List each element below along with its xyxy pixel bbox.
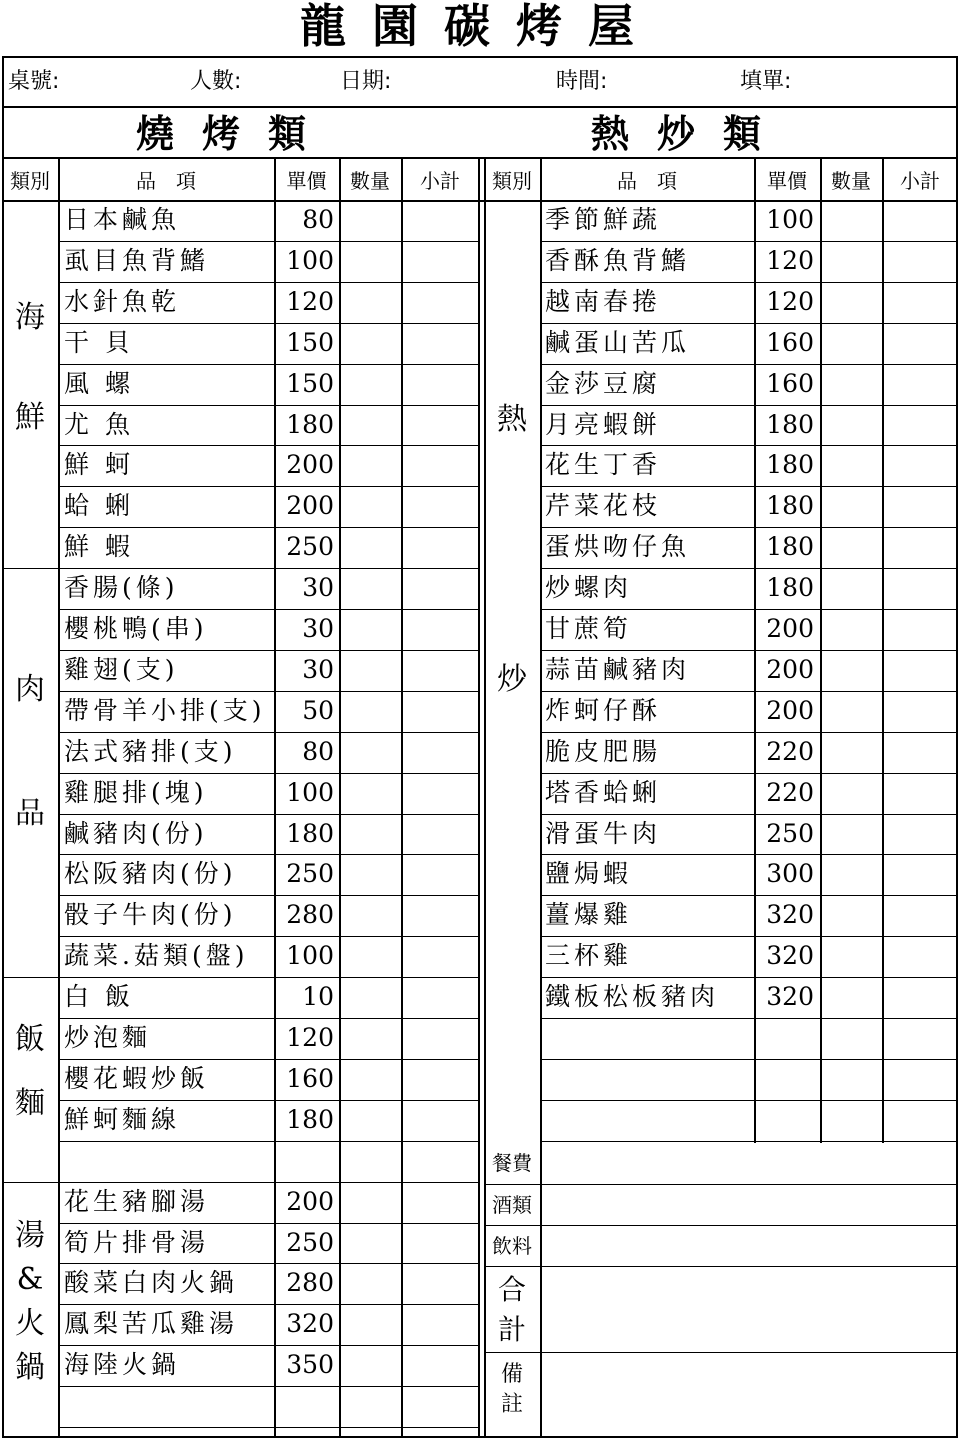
grill-item-name: 帶骨羊小排(支)	[64, 696, 266, 725]
stirfry-item-price: 160	[766, 369, 814, 398]
grill-item-name: 干 貝	[64, 328, 134, 357]
grill-item-name: 虱目魚背鰭	[64, 246, 210, 275]
grill-item-price: 160	[286, 1064, 334, 1093]
grill-item-name	[64, 1141, 272, 1181]
right-qty-header: 數量	[831, 169, 871, 193]
grid-line	[540, 1141, 958, 1142]
drinks-label: 飲料	[492, 1234, 532, 1258]
stirfry-item-price: 320	[766, 900, 814, 929]
grid-line	[401, 157, 403, 1436]
stirfry-item-name: 炒螺肉	[545, 573, 633, 602]
grill-item-name: 酸菜白肉火鍋	[64, 1268, 239, 1297]
grill-item-name: 筍片排骨湯	[64, 1228, 210, 1257]
stirfry-item-price	[756, 1100, 814, 1140]
stirfry-item-price: 120	[766, 287, 814, 316]
category-stirfry-char-1: 熱	[497, 402, 527, 437]
grill-item-price: 280	[286, 1268, 334, 1297]
grill-item-price: 30	[302, 614, 334, 643]
grid-line	[484, 1225, 958, 1226]
stirfry-item-price: 220	[766, 778, 814, 807]
stirfry-item-price: 180	[766, 532, 814, 561]
category-rice-char: 飯	[15, 1022, 45, 1057]
stirfry-item-price	[756, 1018, 814, 1058]
stirfry-section-title: 熱炒類	[590, 111, 789, 156]
grill-item-name: 水針魚乾	[64, 287, 181, 316]
category-soup-char-4: 鍋	[15, 1350, 45, 1385]
grill-item-name: 花生豬腳湯	[64, 1187, 210, 1216]
grill-item-price: 10	[302, 982, 334, 1011]
stirfry-item-price: 200	[766, 696, 814, 725]
stirfry-item-name: 三杯雞	[545, 941, 633, 970]
grill-item-name: 香腸(條)	[64, 573, 179, 602]
grill-item-price: 30	[302, 655, 334, 684]
grid-line	[339, 157, 341, 1436]
grill-item-name: 鮮蚵麵線	[64, 1105, 181, 1134]
grill-item-price: 250	[286, 532, 334, 561]
grill-item-price: 180	[286, 1105, 334, 1134]
stirfry-item-name: 越南春捲	[545, 287, 662, 316]
grill-item-price: 200	[286, 1187, 334, 1216]
category-soup-hotpot	[2, 1214, 58, 1390]
grill-item-name: 鳳梨苦瓜雞湯	[64, 1309, 239, 1338]
right-category-header: 類別	[492, 169, 532, 193]
left-category-header: 類別	[10, 169, 50, 193]
stirfry-item-price	[756, 1059, 814, 1099]
grill-item-name: 雞翅(支)	[64, 655, 179, 684]
stirfry-item-name: 香酥魚背鰭	[545, 246, 691, 275]
grill-item-name: 尤 魚	[64, 410, 134, 439]
table-number-label: 桌號:	[8, 69, 60, 94]
stirfry-item-price: 200	[766, 655, 814, 684]
stirfry-item-price: 180	[766, 410, 814, 439]
grill-item-price: 50	[302, 696, 334, 725]
grid-line	[58, 1427, 478, 1428]
left-item-header: 品 項	[136, 169, 196, 193]
stirfry-item-price: 320	[766, 941, 814, 970]
grill-item-price: 120	[286, 1023, 334, 1052]
stirfry-item-price: 120	[766, 246, 814, 275]
remarks-char-2: 註	[500, 1392, 523, 1417]
grill-item-name: 櫻桃鴨(串)	[64, 614, 208, 643]
stirfry-item-price: 180	[766, 491, 814, 520]
stirfry-item-name: 蒜苗鹹豬肉	[545, 655, 691, 684]
remarks-char-1: 備	[500, 1362, 523, 1387]
grid-line	[484, 1266, 958, 1267]
grill-item-price: 80	[302, 205, 334, 234]
grill-item-price: 100	[286, 246, 334, 275]
meal-fee-label: 餐費	[492, 1151, 532, 1175]
category-noodle-char: 麵	[15, 1086, 45, 1121]
category-soup-char-1: 湯	[15, 1218, 45, 1253]
category-meat	[2, 668, 58, 836]
grill-item-price: 200	[286, 450, 334, 479]
category-seafood-char-2: 鮮	[15, 400, 45, 435]
stirfry-item-price: 320	[766, 982, 814, 1011]
left-qty-header: 數量	[350, 169, 390, 193]
grill-item-name: 蔬菜.菇類(盤)	[64, 941, 249, 970]
people-count-label: 人數:	[190, 69, 242, 94]
stirfry-item-price: 200	[766, 614, 814, 643]
grill-item-price: 150	[286, 369, 334, 398]
grill-item-price: 250	[286, 1228, 334, 1257]
grill-item-name	[64, 1386, 272, 1426]
stirfry-item-name: 塔香蛤蜊	[545, 778, 662, 807]
right-price-header: 單價	[767, 169, 807, 193]
grill-item-name: 骰子牛肉(份)	[64, 900, 237, 929]
category-soup-char-2: &	[16, 1262, 44, 1297]
filler-label: 填單:	[740, 69, 792, 94]
total-char-2: 計	[497, 1313, 526, 1346]
stirfry-item-name	[545, 1059, 751, 1099]
grill-item-name: 海陸火鍋	[64, 1350, 181, 1379]
stirfry-item-name: 芹菜花枝	[545, 491, 662, 520]
total-label	[484, 1270, 540, 1350]
grill-item-name: 雞腿排(塊)	[64, 778, 208, 807]
category-stirfry	[484, 398, 540, 702]
stirfry-item-price: 250	[766, 819, 814, 848]
stirfry-item-name: 薑爆雞	[545, 900, 633, 929]
restaurant-title: 龍園碳烤屋	[300, 0, 660, 53]
stirfry-item-name: 甘蔗筍	[545, 614, 633, 643]
stirfry-item-name: 炸蚵仔酥	[545, 696, 662, 725]
grill-section-title: 燒烤類	[135, 111, 334, 156]
total-char-1: 合	[497, 1273, 526, 1306]
grill-item-price: 150	[286, 328, 334, 357]
stirfry-item-name: 蛋烘吻仔魚	[545, 532, 691, 561]
grill-item-price: 30	[302, 573, 334, 602]
stirfry-item-price: 180	[766, 450, 814, 479]
grill-item-name: 鹹豬肉(份)	[64, 819, 208, 848]
grill-item-price: 280	[286, 900, 334, 929]
stirfry-item-price: 220	[766, 737, 814, 766]
grill-item-price: 100	[286, 941, 334, 970]
right-item-header: 品 項	[617, 169, 677, 193]
grill-item-price: 350	[286, 1350, 334, 1379]
grill-item-price: 200	[286, 491, 334, 520]
remarks-label	[484, 1360, 540, 1420]
grill-item-price: 120	[286, 287, 334, 316]
grill-item-name: 蛤 蜊	[64, 491, 134, 520]
category-stirfry-char-2: 炒	[497, 662, 527, 697]
stirfry-item-name: 滑蛋牛肉	[545, 819, 662, 848]
category-rice-noodle	[2, 1018, 58, 1126]
grill-item-name: 鮮 蚵	[64, 450, 134, 479]
grill-item-name: 日本鹹魚	[64, 205, 181, 234]
grid-line	[484, 1352, 958, 1353]
grill-item-name: 風 螺	[64, 369, 134, 398]
stirfry-item-name: 脆皮肥腸	[545, 737, 662, 766]
grid-line	[58, 157, 60, 1436]
grill-item-price: 80	[302, 737, 334, 766]
grill-item-price: 250	[286, 859, 334, 888]
grill-item-price: 180	[286, 819, 334, 848]
category-meat-char-1: 肉	[15, 672, 45, 707]
stirfry-item-name: 月亮蝦餅	[545, 410, 662, 439]
grid-line	[540, 1143, 542, 1436]
grill-item-name: 櫻花蝦炒飯	[64, 1064, 210, 1093]
grill-item-price	[276, 1141, 334, 1181]
grill-item-name: 白 飯	[64, 982, 134, 1011]
left-subtotal-header: 小計	[420, 169, 460, 193]
liquor-label: 酒類	[492, 1193, 532, 1217]
stirfry-item-name: 鹽焗蝦	[545, 859, 633, 888]
category-soup-char-3: 火	[15, 1306, 45, 1341]
grid-line	[478, 157, 480, 1436]
date-label: 日期:	[340, 69, 392, 94]
stirfry-item-name: 鹹蛋山苦瓜	[545, 328, 691, 357]
stirfry-item-price: 160	[766, 328, 814, 357]
grid-line	[484, 157, 486, 1436]
stirfry-item-name: 季節鮮蔬	[545, 205, 662, 234]
right-subtotal-header: 小計	[900, 169, 940, 193]
grill-item-price: 320	[286, 1309, 334, 1338]
stirfry-item-price: 300	[766, 859, 814, 888]
stirfry-item-name	[545, 1018, 751, 1058]
category-seafood	[2, 296, 58, 440]
stirfry-item-name: 花生丁香	[545, 450, 662, 479]
grill-item-name: 鮮 蝦	[64, 532, 134, 561]
stirfry-item-name: 鐵板松板豬肉	[545, 982, 720, 1011]
time-label: 時間:	[556, 69, 608, 94]
stirfry-item-name: 金莎豆腐	[545, 369, 662, 398]
left-price-header: 單價	[286, 169, 327, 193]
stirfry-item-price: 100	[766, 205, 814, 234]
grill-item-name: 炒泡麵	[64, 1023, 152, 1052]
stirfry-item-price: 180	[766, 573, 814, 602]
category-meat-char-2: 品	[15, 796, 45, 831]
grill-item-price: 100	[286, 778, 334, 807]
grill-item-price	[276, 1386, 334, 1426]
stirfry-item-name	[545, 1100, 751, 1140]
grill-item-name: 松阪豬肉(份)	[64, 859, 237, 888]
grid-line	[2, 106, 958, 108]
grill-item-name: 法式豬排(支)	[64, 737, 237, 766]
grill-item-price: 180	[286, 410, 334, 439]
grid-line	[484, 1184, 958, 1185]
grid-line	[2, 157, 958, 159]
category-seafood-char-1: 海	[15, 300, 45, 335]
